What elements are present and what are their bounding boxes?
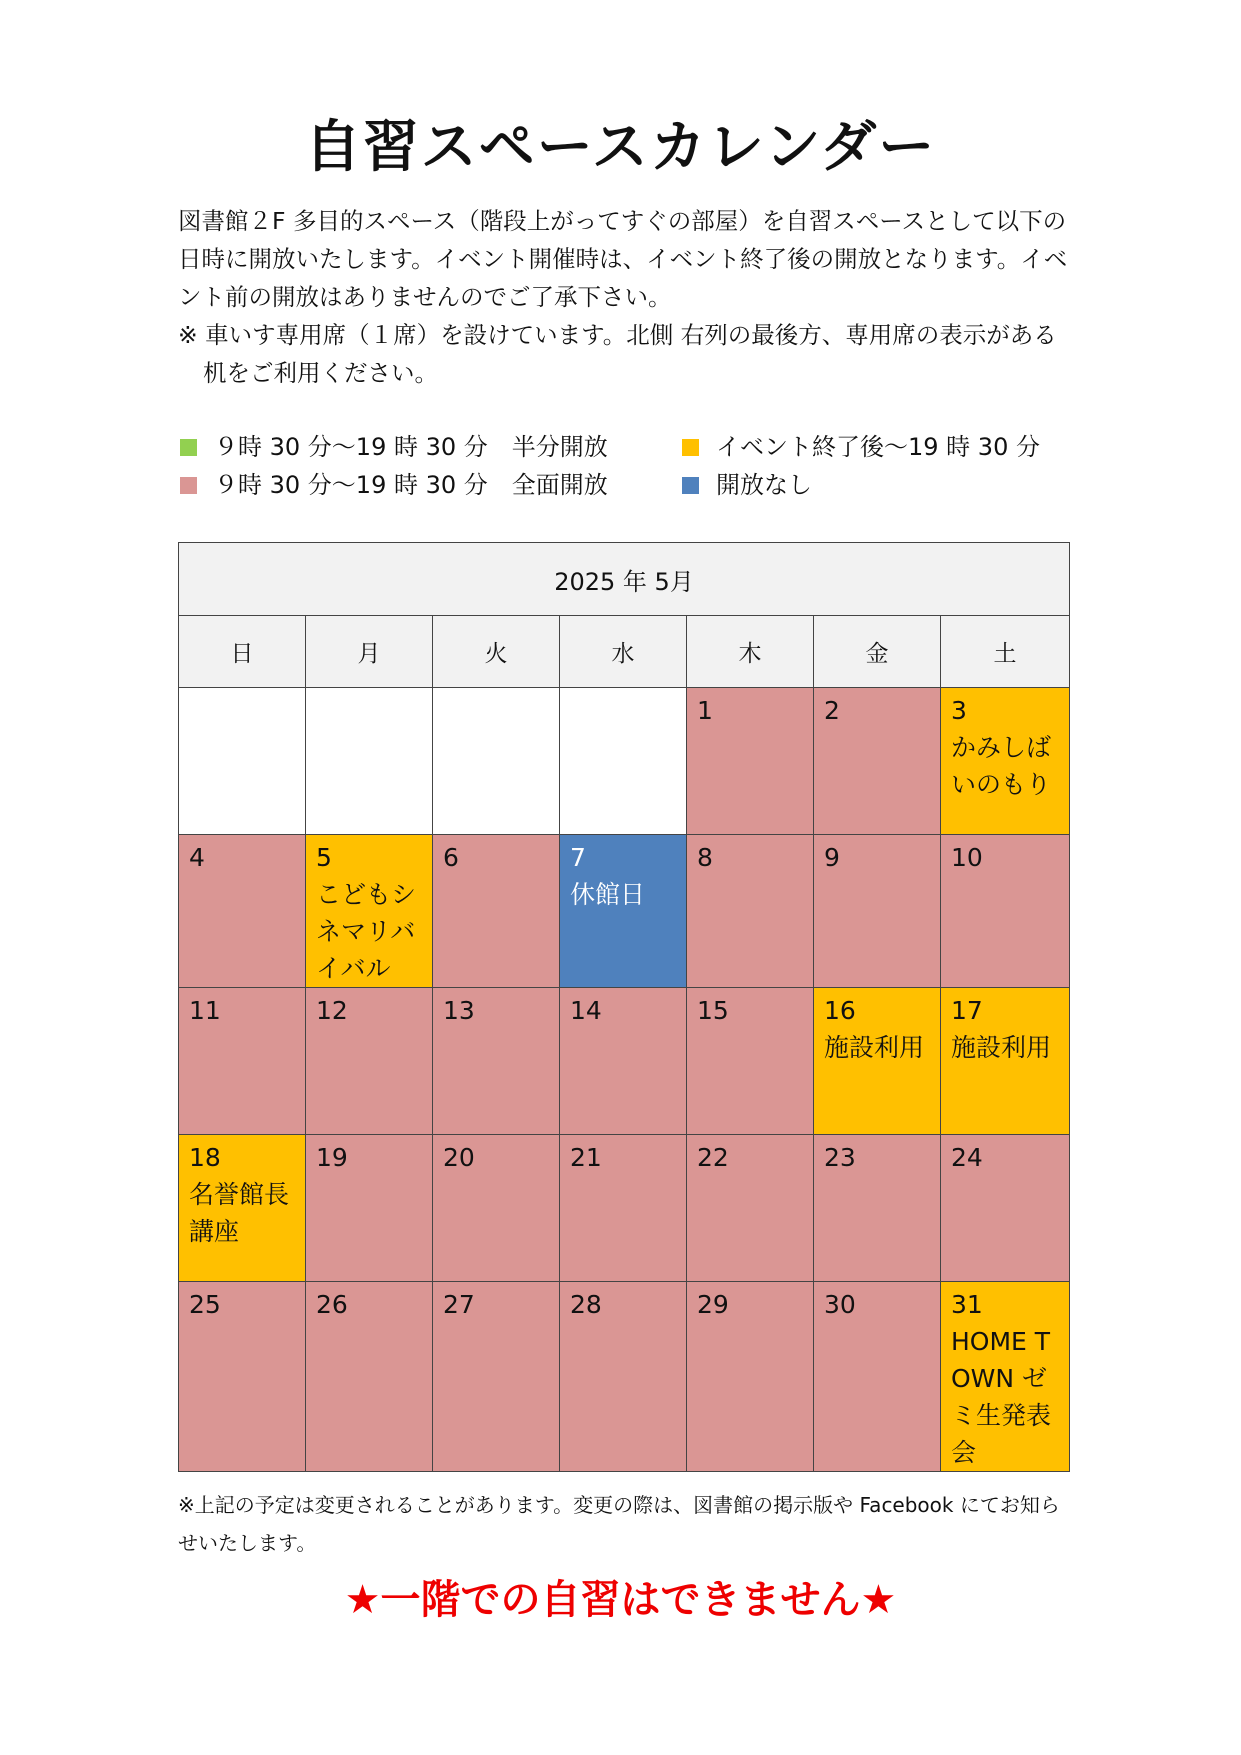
calendar-day-cell: [179, 835, 306, 988]
calendar-day-cell: [687, 688, 814, 835]
page-title: 自習スペースカレンダー: [304, 115, 937, 180]
calendar-day-cell: [687, 1282, 814, 1472]
warning-banner: ★一階での自習はできません★: [344, 1577, 897, 1623]
day-number: 30: [824, 1290, 856, 1319]
wheelchair-note: ※ 車いす専用席（１席）を設けています。北側 右列の最後方、専用席の表示がある机をご利用ください。: [178, 321, 1057, 387]
legend-item-closed: [682, 466, 812, 504]
weekday-tue: 火: [433, 616, 560, 688]
calendar-week-row: [179, 1282, 1070, 1472]
legend-label: ９時 30 分～19 時 30 分 全面開放: [214, 471, 608, 499]
day-number: 10: [951, 843, 983, 872]
legend-label: 開放なし: [716, 471, 812, 499]
weekday-wed: 水: [560, 616, 687, 688]
day-event-label: 名誉館長講座: [189, 1180, 290, 1246]
day-number: 7: [570, 843, 586, 872]
calendar-day-cell: [560, 1135, 687, 1282]
calendar-day-cell: [179, 1282, 306, 1472]
day-number: 22: [697, 1143, 729, 1172]
calendar-week-row: [179, 835, 1070, 988]
calendar-week-row: [179, 688, 1070, 835]
calendar-day-cell: [306, 1135, 433, 1282]
calendar-body: [179, 688, 1070, 1472]
weekday-sat: 土: [941, 616, 1070, 688]
calendar-day-cell: [560, 1282, 687, 1472]
calendar-day-cell: [941, 1135, 1070, 1282]
day-event-label: HOME TOWN ゼミ生発表会: [951, 1327, 1052, 1467]
day-event-label: こどもシネマリバイバル: [316, 880, 417, 983]
footnote: ※上記の予定は変更されることがあります。変更の際は、図書館の掲示版や Facebook にてお知らせいたします。: [178, 1493, 1060, 1555]
day-number: 8: [697, 843, 713, 872]
day-event-label: 施設利用: [951, 1033, 1052, 1062]
weekday-mon: 月: [306, 616, 433, 688]
calendar-day-cell: [433, 688, 560, 835]
calendar-day-cell: [306, 1282, 433, 1472]
intro-paragraph: 図書館２F 多目的スペース（階段上がってすぐの部屋）を自習スペースとして以下の日時に開放いたします。イベント開催時は、イベント終了後の開放となります。イベント前の開放はありませんのでご了承下さい。: [178, 207, 1068, 311]
legend-item-after-event: [682, 428, 1040, 466]
calendar-day-cell: [179, 688, 306, 835]
legend-swatch-green: [180, 439, 197, 456]
weekday-sun: 日: [179, 616, 306, 688]
legend-swatch-orange: [682, 439, 699, 456]
day-number: 3: [951, 696, 967, 725]
calendar-day-cell: [687, 1135, 814, 1282]
legend-swatch-blue: [682, 477, 699, 494]
day-number: 13: [443, 996, 475, 1025]
calendar-day-cell: [814, 988, 941, 1135]
calendar-day-cell: [814, 1135, 941, 1282]
day-number: 20: [443, 1143, 475, 1172]
day-number: 19: [316, 1143, 348, 1172]
day-number: 9: [824, 843, 840, 872]
day-number: 28: [570, 1290, 602, 1319]
calendar-day-cell: [306, 835, 433, 988]
day-number: 6: [443, 843, 459, 872]
day-number: 1: [697, 696, 713, 725]
calendar-day-cell: [687, 988, 814, 1135]
day-number: 27: [443, 1290, 475, 1319]
calendar-day-cell: [433, 835, 560, 988]
day-number: 5: [316, 843, 332, 872]
day-number: 23: [824, 1143, 856, 1172]
calendar-day-cell: [433, 1282, 560, 1472]
weekday-fri: 金: [814, 616, 941, 688]
day-event-label: 施設利用: [824, 1033, 925, 1062]
day-number: 31: [951, 1290, 983, 1319]
day-number: 11: [189, 996, 221, 1025]
calendar-day-cell: [306, 688, 433, 835]
day-number: 12: [316, 996, 348, 1025]
weekday-thu: 木: [687, 616, 814, 688]
calendar-table: [178, 542, 1070, 1472]
calendar-day-cell: [814, 835, 941, 988]
day-number: 15: [697, 996, 729, 1025]
calendar-day-cell: [179, 988, 306, 1135]
day-number: 21: [570, 1143, 602, 1172]
day-number: 25: [189, 1290, 221, 1319]
calendar-day-cell: [941, 688, 1070, 835]
day-number: 29: [697, 1290, 729, 1319]
day-event-label: 休館日: [570, 880, 646, 909]
calendar-day-cell: [433, 988, 560, 1135]
intro-text: [178, 202, 1070, 392]
calendar-day-cell: [814, 688, 941, 835]
calendar-day-cell: [560, 688, 687, 835]
calendar-day-cell: [941, 988, 1070, 1135]
legend-item-half-open: [180, 428, 608, 466]
calendar-day-cell: [560, 835, 687, 988]
calendar-day-cell: [814, 1282, 941, 1472]
calendar-day-cell: [941, 835, 1070, 988]
legend-label: イベント終了後～19 時 30 分: [716, 433, 1040, 461]
calendar-day-cell: [433, 1135, 560, 1282]
legend-label: ９時 30 分～19 時 30 分 半分開放: [214, 433, 608, 461]
legend-item-full-open: [180, 466, 608, 504]
weekday-header-row: [179, 616, 1070, 688]
calendar-day-cell: [560, 988, 687, 1135]
legend-swatch-pink: [180, 477, 197, 494]
calendar-month-label: 2025 年 5月: [179, 543, 1070, 616]
calendar-day-cell: [179, 1135, 306, 1282]
day-number: 16: [824, 996, 856, 1025]
calendar-week-row: [179, 988, 1070, 1135]
calendar-week-row: [179, 1135, 1070, 1282]
calendar-day-cell: [687, 835, 814, 988]
day-number: 24: [951, 1143, 983, 1172]
calendar-day-cell: [306, 988, 433, 1135]
day-event-label: かみしばいのもり: [951, 733, 1052, 799]
day-number: 2: [824, 696, 840, 725]
day-number: 14: [570, 996, 602, 1025]
day-number: 18: [189, 1143, 221, 1172]
day-number: 4: [189, 843, 205, 872]
day-number: 17: [951, 996, 983, 1025]
calendar-day-cell: [941, 1282, 1070, 1472]
day-number: 26: [316, 1290, 348, 1319]
